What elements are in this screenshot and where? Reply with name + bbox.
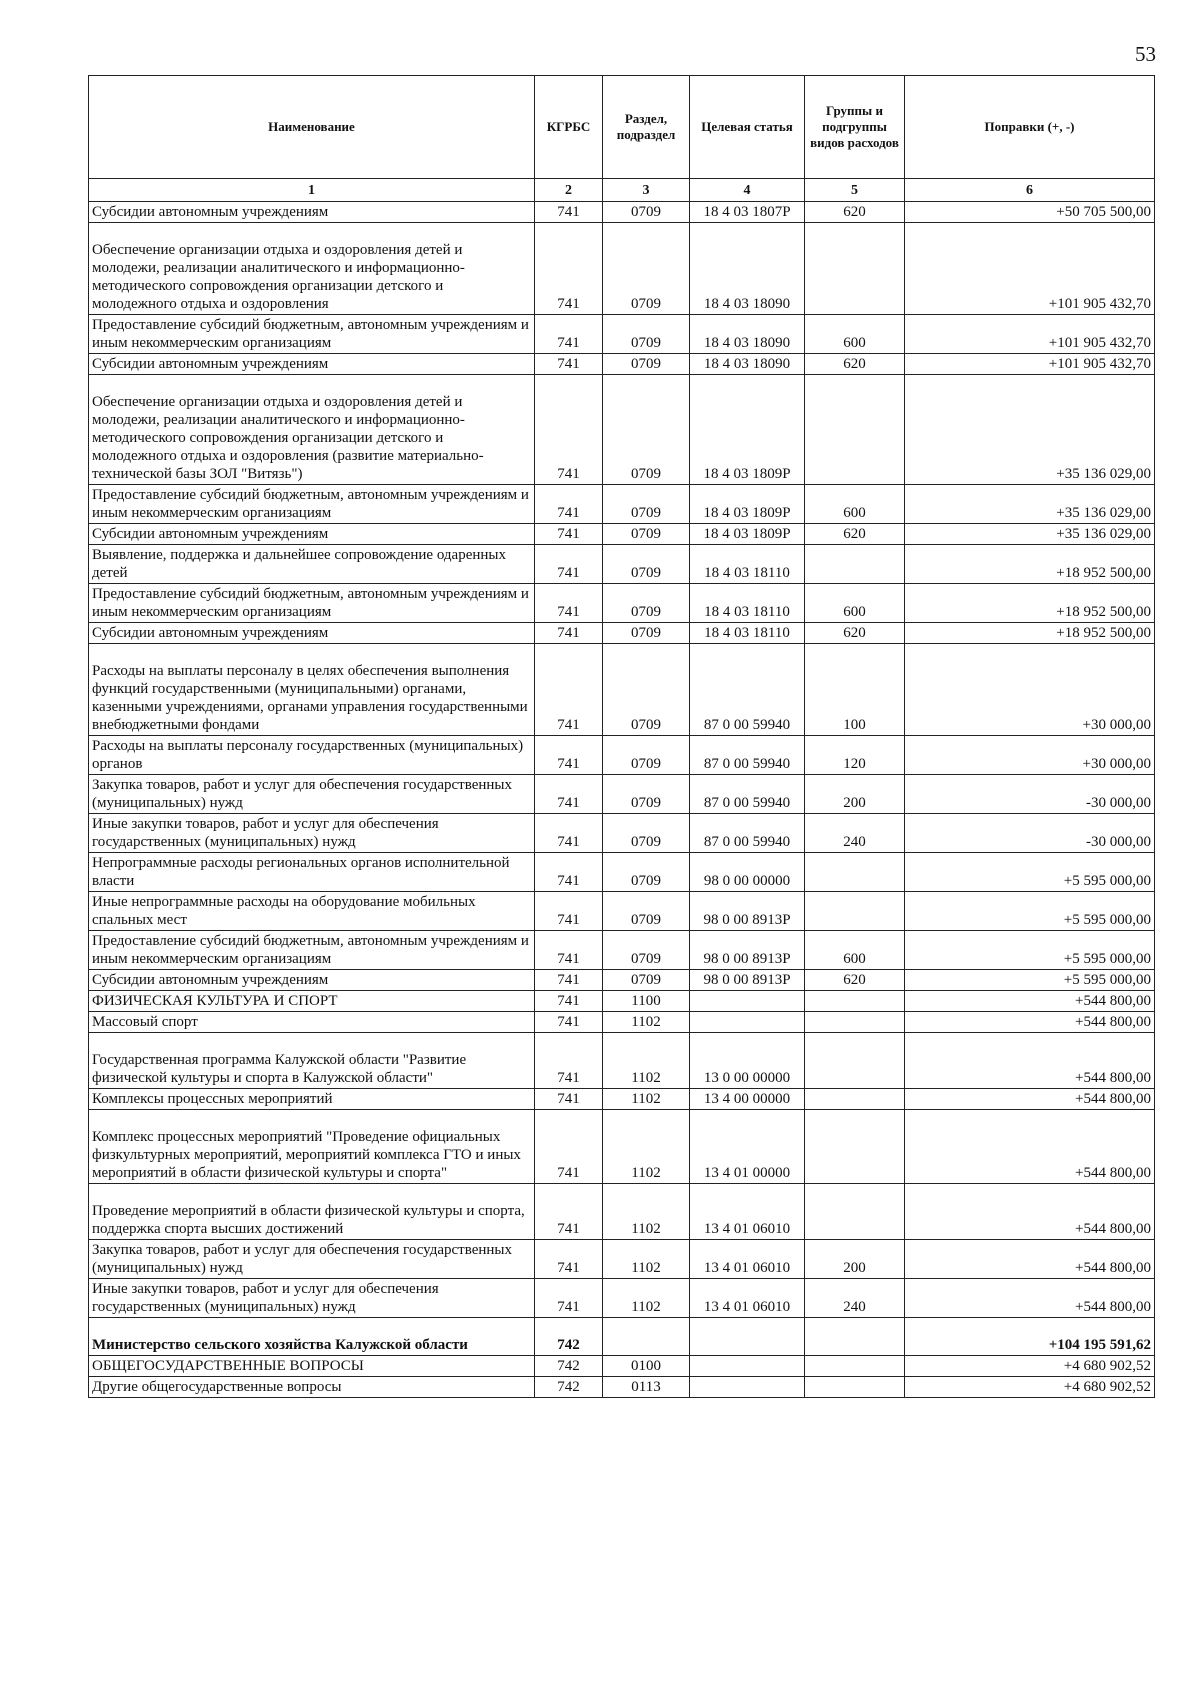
row-kgrbs: 741 [535,814,603,853]
row-group [805,1110,905,1184]
row-name: Субсидии автономным учреждениям [89,202,535,223]
table-row [89,814,1155,853]
row-article: 13 0 00 00000 [690,1033,805,1089]
row-section: 1102 [603,1089,690,1110]
row-group [805,853,905,892]
table-row [89,736,1155,775]
row-article: 18 4 03 1809Р [690,375,805,485]
row-section: 1100 [603,991,690,1012]
row-kgrbs: 741 [535,485,603,524]
row-section [603,1318,690,1356]
row-name: Закупка товаров, работ и услуг для обеспечения государственных (муниципальных) нужд [89,1240,535,1279]
row-kgrbs: 741 [535,1089,603,1110]
row-section: 0709 [603,315,690,354]
row-group [805,223,905,315]
row-group [805,1184,905,1240]
row-section: 0709 [603,931,690,970]
row-kgrbs: 741 [535,1110,603,1184]
row-kgrbs: 741 [535,1184,603,1240]
row-section: 1102 [603,1279,690,1318]
table-row [89,1184,1155,1240]
table-row [89,1089,1155,1110]
row-name: Предоставление субсидий бюджетным, автономным учреждениям и иным некоммерческим организациям [89,315,535,354]
row-group [805,1033,905,1089]
page-number: 53 [1135,42,1156,66]
row-name: Обеспечение организации отдыха и оздоровления детей и молодежи, реализации аналитического и информационно-методического сопровождения организации детского и молодежного отдыха и оздоровления [89,223,535,315]
row-name: Обеспечение организации отдыха и оздоровления детей и молодежи, реализации аналитического и информационно-методического сопровождения организации детского и молодежного отдыха и оздоровления (развитие материально-технической базы ЗОЛ "Витязь") [89,375,535,485]
row-kgrbs: 741 [535,354,603,375]
row-article: 18 4 03 1807Р [690,202,805,223]
row-name: Иные непрограммные расходы на оборудование мобильных спальных мест [89,892,535,931]
table-row [89,1033,1155,1089]
table-row [89,1318,1155,1356]
row-name: Предоставление субсидий бюджетным, автономным учреждениям и иным некоммерческим организациям [89,584,535,623]
row-article: 18 4 03 18110 [690,623,805,644]
row-amount: +5 595 000,00 [905,853,1155,892]
table-row [89,1012,1155,1033]
row-kgrbs: 741 [535,775,603,814]
row-section: 0113 [603,1377,690,1398]
row-section: 1102 [603,1110,690,1184]
row-group [805,1318,905,1356]
row-amount: +544 800,00 [905,1184,1155,1240]
row-amount: +544 800,00 [905,1089,1155,1110]
row-kgrbs: 741 [535,853,603,892]
row-name: Выявление, поддержка и дальнейшее сопровождение одаренных детей [89,545,535,584]
row-kgrbs: 741 [535,223,603,315]
row-kgrbs: 741 [535,991,603,1012]
table-row [89,853,1155,892]
row-amount: +544 800,00 [905,1279,1155,1318]
row-kgrbs: 741 [535,970,603,991]
row-name: Расходы на выплаты персоналу в целях обеспечения выполнения функций государственными (муниципальными) органами, казенными учреждениями, органами управления государственными внебюджетными фондами [89,644,535,736]
row-amount: +18 952 500,00 [905,584,1155,623]
table-row [89,354,1155,375]
row-section: 0709 [603,524,690,545]
table-row [89,545,1155,584]
row-name: Массовый спорт [89,1012,535,1033]
row-kgrbs: 742 [535,1356,603,1377]
row-amount: +35 136 029,00 [905,375,1155,485]
row-amount: +5 595 000,00 [905,892,1155,931]
row-section: 0709 [603,814,690,853]
row-kgrbs: 741 [535,623,603,644]
row-article: 98 0 00 8913Р [690,892,805,931]
row-group: 240 [805,814,905,853]
row-amount: +30 000,00 [905,736,1155,775]
column-number: 1 [89,179,535,202]
row-article [690,1377,805,1398]
table-row [89,1377,1155,1398]
row-kgrbs: 741 [535,892,603,931]
row-amount: +544 800,00 [905,1033,1155,1089]
table-row [89,892,1155,931]
row-group [805,1377,905,1398]
row-group: 600 [805,584,905,623]
row-group [805,991,905,1012]
table-row [89,644,1155,736]
row-kgrbs: 741 [535,1240,603,1279]
column-header-kgrbs: КГРБС [535,76,603,179]
budget-amendments-table [88,75,1155,1398]
row-amount: -30 000,00 [905,814,1155,853]
row-group: 620 [805,623,905,644]
row-amount: +5 595 000,00 [905,931,1155,970]
table-row [89,1356,1155,1377]
row-group [805,545,905,584]
row-group: 200 [805,1240,905,1279]
column-header-group: Группы и подгруппы видов расходов [805,76,905,179]
row-amount: +544 800,00 [905,991,1155,1012]
row-article: 98 0 00 8913Р [690,931,805,970]
row-name: ОБЩЕГОСУДАРСТВЕННЫЕ ВОПРОСЫ [89,1356,535,1377]
column-number: 5 [805,179,905,202]
row-name: Иные закупки товаров, работ и услуг для обеспечения государственных (муниципальных) нужд [89,814,535,853]
row-section: 0709 [603,485,690,524]
row-amount: +18 952 500,00 [905,545,1155,584]
row-article: 18 4 03 18110 [690,584,805,623]
column-number: 4 [690,179,805,202]
row-name: Расходы на выплаты персоналу государственных (муниципальных) органов [89,736,535,775]
row-section: 0709 [603,375,690,485]
row-article: 13 4 00 00000 [690,1089,805,1110]
row-amount: -30 000,00 [905,775,1155,814]
row-group: 240 [805,1279,905,1318]
row-name: Субсидии автономным учреждениям [89,354,535,375]
table-row [89,970,1155,991]
table-row [89,223,1155,315]
table-row [89,1110,1155,1184]
row-section: 0709 [603,970,690,991]
row-name: Непрограммные расходы региональных органов исполнительной власти [89,853,535,892]
row-kgrbs: 741 [535,1279,603,1318]
table-row [89,931,1155,970]
row-name: Субсидии автономным учреждениям [89,970,535,991]
row-amount: +544 800,00 [905,1110,1155,1184]
row-amount: +18 952 500,00 [905,623,1155,644]
row-section: 1102 [603,1240,690,1279]
row-name: Министерство сельского хозяйства Калужской области [89,1318,535,1356]
row-article [690,991,805,1012]
row-article: 87 0 00 59940 [690,736,805,775]
row-article: 87 0 00 59940 [690,775,805,814]
row-article: 98 0 00 00000 [690,853,805,892]
row-article: 18 4 03 18090 [690,315,805,354]
row-article: 87 0 00 59940 [690,814,805,853]
row-name: ФИЗИЧЕСКАЯ КУЛЬТУРА И СПОРТ [89,991,535,1012]
row-group: 620 [805,202,905,223]
table-row [89,315,1155,354]
table-row [89,775,1155,814]
row-kgrbs: 741 [535,545,603,584]
row-section: 0709 [603,853,690,892]
row-section: 0709 [603,623,690,644]
row-group: 620 [805,970,905,991]
row-amount: +35 136 029,00 [905,485,1155,524]
row-kgrbs: 741 [535,1012,603,1033]
row-section: 0709 [603,644,690,736]
row-section: 0709 [603,223,690,315]
row-group [805,1356,905,1377]
column-number: 6 [905,179,1155,202]
row-name: Предоставление субсидий бюджетным, автономным учреждениям и иным некоммерческим организациям [89,485,535,524]
row-kgrbs: 741 [535,736,603,775]
row-kgrbs: 741 [535,202,603,223]
row-section: 1102 [603,1184,690,1240]
row-amount: +544 800,00 [905,1012,1155,1033]
row-amount: +35 136 029,00 [905,524,1155,545]
row-section: 0709 [603,775,690,814]
row-name: Комплекс процессных мероприятий "Проведение официальных физкультурных мероприятий, мероприятий комплекса ГТО и иных мероприятий в области физической культуры и спорта" [89,1110,535,1184]
row-amount: +544 800,00 [905,1240,1155,1279]
column-header-article: Целевая статья [690,76,805,179]
row-name: Комплексы процессных мероприятий [89,1089,535,1110]
column-header-section: Раздел, подраздел [603,76,690,179]
row-group [805,892,905,931]
table-header-row [89,76,1155,179]
row-kgrbs: 741 [535,375,603,485]
row-kgrbs: 741 [535,931,603,970]
row-article: 13 4 01 06010 [690,1240,805,1279]
table-row [89,623,1155,644]
row-name: Субсидии автономным учреждениям [89,623,535,644]
row-name: Иные закупки товаров, работ и услуг для обеспечения государственных (муниципальных) нужд [89,1279,535,1318]
table-row [89,991,1155,1012]
row-kgrbs: 742 [535,1318,603,1356]
table-row [89,524,1155,545]
row-amount: +4 680 902,52 [905,1356,1155,1377]
row-name: Закупка товаров, работ и услуг для обеспечения государственных (муниципальных) нужд [89,775,535,814]
row-group: 600 [805,485,905,524]
row-article: 87 0 00 59940 [690,644,805,736]
row-amount: +104 195 591,62 [905,1318,1155,1356]
row-group: 120 [805,736,905,775]
column-header-amount: Поправки (+, -) [905,76,1155,179]
row-name: Субсидии автономным учреждениям [89,524,535,545]
row-section: 0709 [603,736,690,775]
row-name: Государственная программа Калужской области "Развитие физической культуры и спорта в Калужской области" [89,1033,535,1089]
row-kgrbs: 741 [535,1033,603,1089]
row-name: Проведение мероприятий в области физической культуры и спорта, поддержка спорта высших достижений [89,1184,535,1240]
row-amount: +50 705 500,00 [905,202,1155,223]
row-group [805,1089,905,1110]
column-header-name: Наименование [89,76,535,179]
row-group: 200 [805,775,905,814]
row-amount: +30 000,00 [905,644,1155,736]
column-number: 3 [603,179,690,202]
row-kgrbs: 741 [535,524,603,545]
row-article: 98 0 00 8913Р [690,970,805,991]
row-amount: +101 905 432,70 [905,315,1155,354]
row-amount: +4 680 902,52 [905,1377,1155,1398]
row-group: 620 [805,524,905,545]
row-group [805,1012,905,1033]
row-section: 0100 [603,1356,690,1377]
row-name: Предоставление субсидий бюджетным, автономным учреждениям и иным некоммерческим организациям [89,931,535,970]
table-row [89,375,1155,485]
row-article [690,1012,805,1033]
row-article [690,1318,805,1356]
row-amount: +5 595 000,00 [905,970,1155,991]
row-section: 0709 [603,545,690,584]
row-group: 600 [805,315,905,354]
row-group: 100 [805,644,905,736]
table-body [89,202,1155,1398]
table-row [89,485,1155,524]
row-section: 0709 [603,892,690,931]
row-group [805,375,905,485]
row-section: 1102 [603,1012,690,1033]
row-article: 18 4 03 18110 [690,545,805,584]
row-article: 18 4 03 1809Р [690,485,805,524]
table-row [89,202,1155,223]
table-row [89,584,1155,623]
row-group: 620 [805,354,905,375]
table-row [89,1240,1155,1279]
row-section: 0709 [603,202,690,223]
row-article: 18 4 03 1809Р [690,524,805,545]
row-amount: +101 905 432,70 [905,354,1155,375]
row-section: 0709 [603,584,690,623]
row-article: 13 4 01 00000 [690,1110,805,1184]
row-kgrbs: 741 [535,644,603,736]
row-article [690,1356,805,1377]
row-name: Другие общегосударственные вопросы [89,1377,535,1398]
row-kgrbs: 742 [535,1377,603,1398]
row-article: 18 4 03 18090 [690,354,805,375]
row-amount: +101 905 432,70 [905,223,1155,315]
row-section: 0709 [603,354,690,375]
row-group: 600 [805,931,905,970]
column-number: 2 [535,179,603,202]
row-article: 13 4 01 06010 [690,1279,805,1318]
row-article: 18 4 03 18090 [690,223,805,315]
table-row [89,1279,1155,1318]
row-kgrbs: 741 [535,584,603,623]
row-article: 13 4 01 06010 [690,1184,805,1240]
row-kgrbs: 741 [535,315,603,354]
row-section: 1102 [603,1033,690,1089]
column-number-row [89,179,1155,202]
